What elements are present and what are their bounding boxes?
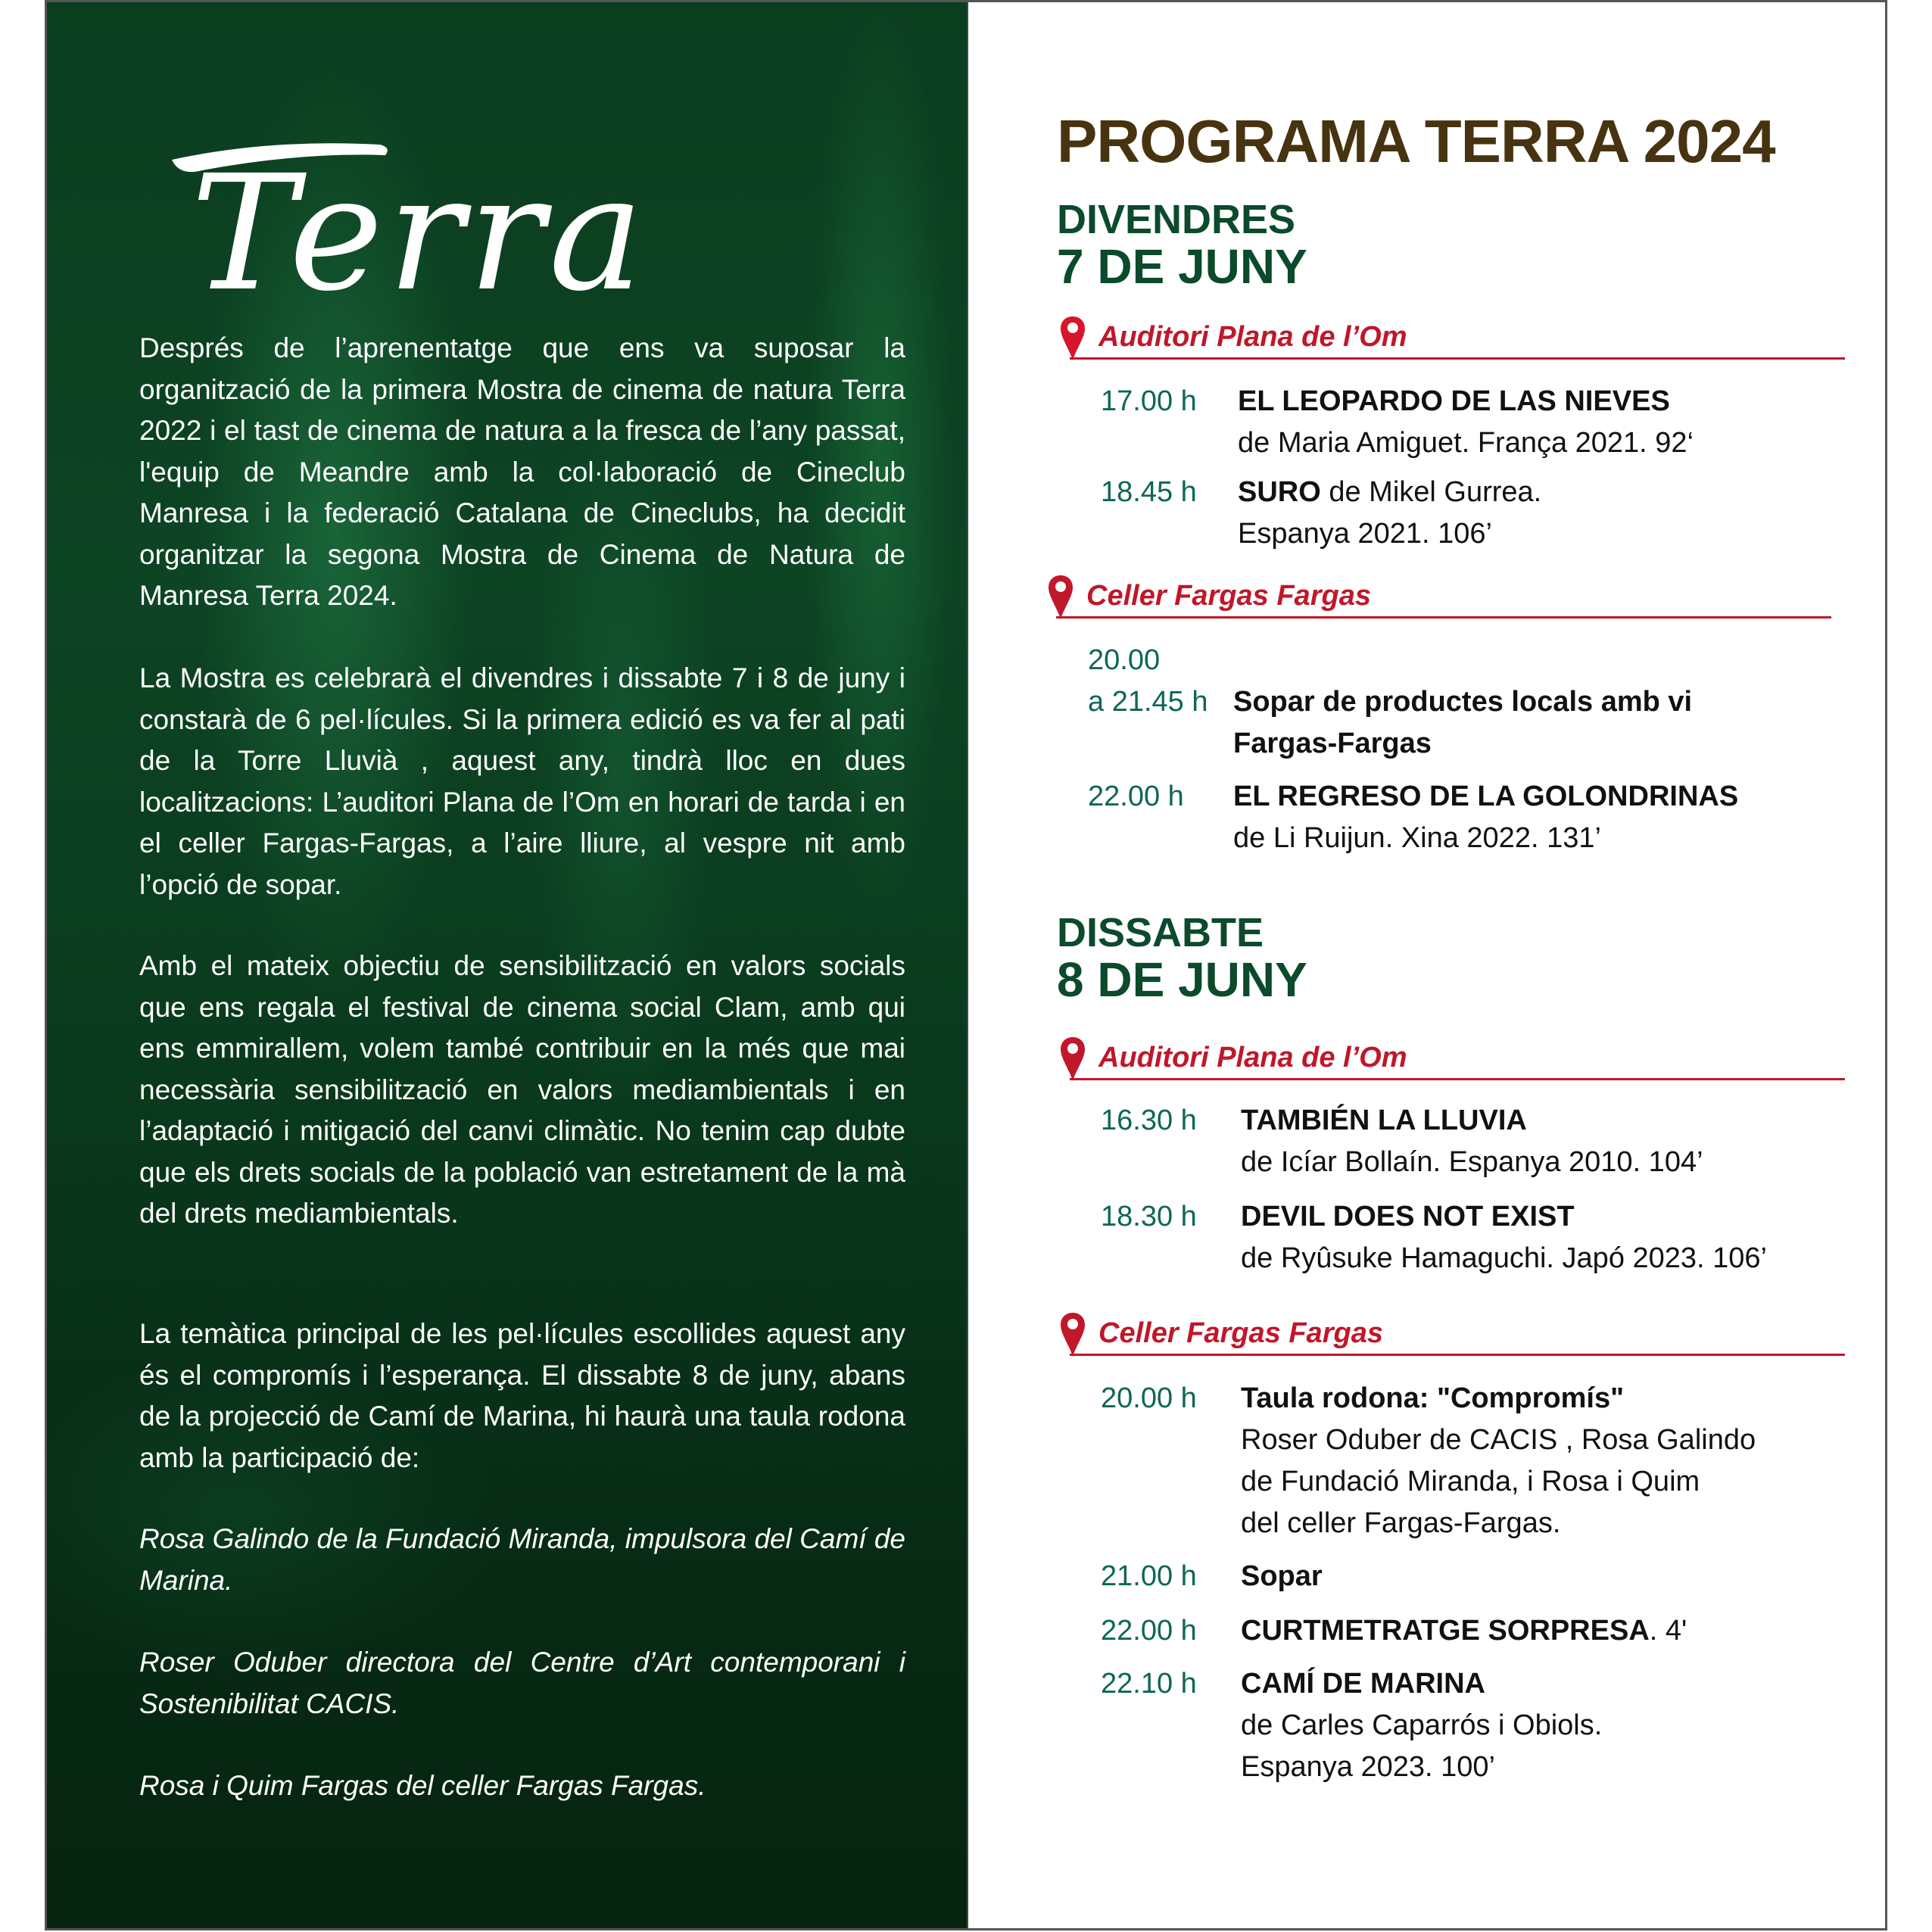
venue-heading (1059, 1311, 1846, 1357)
event-body (1241, 1610, 1687, 1652)
event-time: 18.45 h (1101, 476, 1197, 508)
event-time: 22.00 h (1088, 781, 1184, 812)
day-date: 8 DE JUNY (1057, 952, 1307, 1007)
event-time: 22.00 h (1101, 1615, 1197, 1647)
intro-paragraph: Després de l’aprenentatge que ens va suposar la organització de la primera Mostra de cinema de natura Terra 2022 i el tast de cinema de natura a la fresca de l’any passat, l'equip de Meandre amb la col·laboració de Cineclub Manresa i la federació Catalana de Cineclubs, ha decidit organitzar la segona Mostra de Cinema de Natura de Manresa Terra 2024. (139, 332, 905, 611)
map-pin-icon (1059, 315, 1086, 362)
venue-underline (1070, 357, 1845, 360)
event-time: 20.00 h (1101, 1382, 1197, 1414)
event-time: 22.10 h (1101, 1668, 1197, 1700)
intro-paragraph: La temàtica principal de les pel·lícules escollides aquest any és el compromís i l’esperança. El dissabte 8 de juny, abans de la projecció de Camí de Marina, hi haurà una taula rodona amb la participació de: (139, 1318, 905, 1473)
event-body (1241, 1663, 1602, 1788)
event-title: Taula rodona: "Compromís" (1241, 1382, 1625, 1414)
event-details: de Maria Amiguet. França 2021. 92‘ (1238, 427, 1694, 459)
event-time: 17.00 h (1101, 385, 1197, 417)
intro-paragraph: La Mostra es celebrarà el divendres i dissabte 7 i 8 de juny i constarà de 6 pel·lícules. Si la primera edició es va fer al pati de la Torre Lluvià , aquest any, tindrà lloc en dues localitzacions: L’auditori Plana de l’Om en horari de tarda i en el celler Fargas-Fargas, a l’aire lliure, al vespre nit amb l’opció de sopar. (139, 662, 905, 900)
map-pin-icon (1059, 1036, 1086, 1083)
event-title-suffix: . 4' (1649, 1615, 1687, 1647)
day-weekday: DIVENDRES (1057, 197, 1296, 242)
event-title: Sopar (1241, 1560, 1323, 1592)
logo-text: Terra (191, 141, 649, 313)
event-details: de Fundació Miranda, i Rosa i Quim (1241, 1466, 1700, 1497)
event-details: de Carles Caparrós i Obiols. (1241, 1709, 1603, 1741)
venue-name: Celler Fargas Fargas (1098, 1317, 1383, 1349)
terra-logo (119, 116, 649, 313)
event-body (1233, 681, 1692, 765)
participant-item: Rosa i Quim Fargas del celler Fargas Fargas. (139, 1770, 706, 1801)
event-time: 18.30 h (1101, 1201, 1197, 1232)
map-pin-icon (1047, 574, 1074, 621)
participant-item: Rosa Galindo de la Fundació Miranda, impulsora del Camí de Marina. (139, 1523, 905, 1596)
event-title: CAMÍ DE MARINA (1241, 1668, 1485, 1700)
event-title: SURO (1238, 476, 1321, 508)
event-title-suffix: de Mikel Gurrea. (1320, 476, 1542, 508)
event-body (1241, 1378, 1756, 1544)
event-time: 21.00 h (1101, 1560, 1197, 1592)
venue-heading (1059, 315, 1846, 360)
participant-item: Roser Oduber directora del Centre d’Art contemporani i Sostenibilitat CACIS. (139, 1647, 905, 1719)
event-details: de Li Ruijun. Xina 2022. 131’ (1233, 822, 1601, 854)
event-body (1241, 1556, 1323, 1597)
event-details: de Ryûsuke Hamaguchi. Japó 2023. 106’ (1241, 1242, 1768, 1274)
venue-underline (1056, 616, 1831, 619)
event-body (1238, 381, 1694, 464)
program-panel (968, 2, 1885, 1928)
event-title: Sopar de productes locals amb vi (1233, 686, 1693, 718)
event-title: EL LEOPARDO DE LAS NIEVES (1238, 385, 1670, 417)
venue-underline (1070, 1078, 1845, 1080)
event-title-line2: Fargas-Fargas (1233, 728, 1432, 759)
event-title: TAMBIÉN LA LLUVIA (1241, 1105, 1527, 1136)
event-details: del celler Fargas-Fargas. (1241, 1507, 1561, 1539)
event-body (1241, 1100, 1703, 1183)
venue-underline (1070, 1354, 1845, 1356)
venue-name: Auditori Plana de l’Om (1098, 321, 1407, 353)
map-pin-icon (1059, 1311, 1086, 1358)
event-details: Espanya 2021. 106’ (1238, 518, 1492, 550)
day-heading (1057, 197, 1307, 294)
venue-name: Auditori Plana de l’Om (1098, 1042, 1407, 1074)
event-body (1238, 472, 1541, 555)
event-body (1233, 776, 1738, 859)
event-body (1241, 1196, 1767, 1279)
event-details: Espanya 2023. 100’ (1241, 1751, 1495, 1783)
event-title: CURTMETRATGE SORPRESA (1241, 1615, 1650, 1647)
venue-heading (1059, 1036, 1846, 1081)
event-time: 16.30 h (1101, 1105, 1197, 1136)
day-weekday: DISSABTE (1057, 910, 1264, 955)
intro-panel (47, 2, 967, 1928)
event-time-start: 20.00 (1088, 644, 1161, 676)
day-date: 7 DE JUNY (1057, 239, 1307, 294)
event-details: de Icíar Bollaín. Espanya 2010. 104’ (1241, 1146, 1703, 1178)
event-title: EL REGRESO DE LA GOLONDRINAS (1233, 781, 1739, 812)
venue-heading (1059, 574, 1839, 619)
venue-name: Celler Fargas Fargas (1086, 580, 1371, 612)
event-time: a 21.45 h (1088, 686, 1208, 718)
poster-frame (45, 0, 1887, 1930)
event-title: DEVIL DOES NOT EXIST (1241, 1201, 1575, 1232)
day-heading (1057, 911, 1307, 1005)
program-title: PROGRAMA TERRA 2024 (1057, 108, 1775, 175)
event-details: Roser Oduber de CACIS , Rosa Galindo (1241, 1424, 1756, 1456)
intro-paragraph: Amb el mateix objectiu de sensibilització en valors socials que ens regala el festival de cinema social Clam, amb qui ens emmirallem, volem també contribuir en la més que mai necessària sensibilització en valors mediambientals i en l’adaptació i mitigació del canvi climàtic. No tenim cap dubte que els drets socials de la població van estretament de la mà del drets mediambientals. (139, 950, 905, 1229)
